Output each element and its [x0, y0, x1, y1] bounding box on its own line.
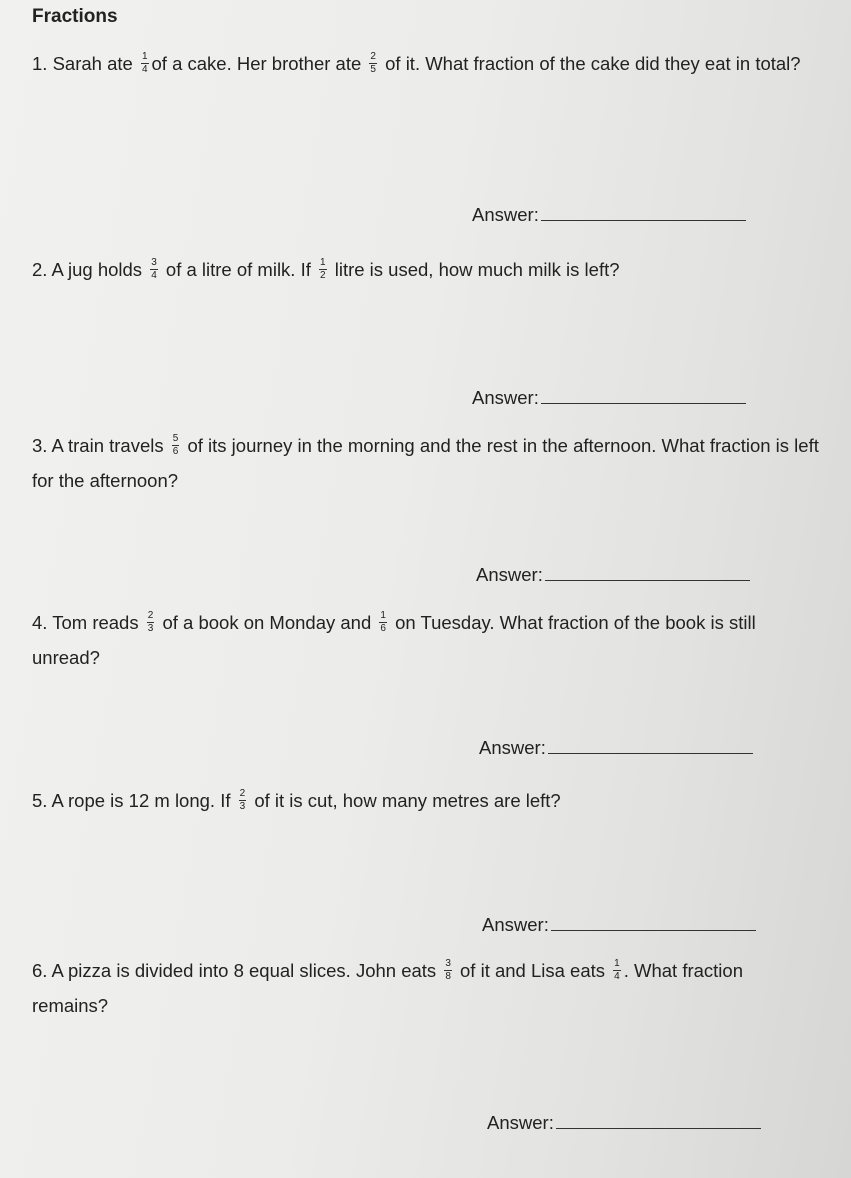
- question-2-text-middle: of a litre of milk. If: [160, 259, 317, 280]
- answer-5-line[interactable]: [551, 916, 756, 931]
- numerator: 1: [380, 609, 386, 621]
- answer-4-label: Answer:: [479, 737, 546, 758]
- question-2-text-start: 2. A jug holds: [32, 259, 148, 280]
- answer-2-label: Answer:: [472, 387, 539, 408]
- worksheet-title: Fractions: [32, 6, 118, 27]
- question-3-text-end: of its journey in the morning and the rest in the afternoon. What fraction is left for the afternoon?: [32, 435, 819, 491]
- answer-3: [476, 564, 750, 586]
- question-6-text-end: . What fraction remains?: [32, 960, 743, 1016]
- answer-2-line[interactable]: [541, 389, 746, 404]
- question-6-text-start: 6. A pizza is divided into 8 equal slices. John eats: [32, 960, 442, 981]
- answer-5: [482, 914, 756, 936]
- answer-1-label: Answer:: [472, 204, 539, 225]
- fraction-1-4: [141, 52, 149, 75]
- question-1-text-middle: of a cake. Her brother ate: [151, 53, 367, 74]
- answer-4: [479, 737, 753, 759]
- fraction-1-2: [319, 258, 327, 281]
- question-3-text-start: 3. A train travels: [32, 435, 169, 456]
- answer-6: [487, 1112, 761, 1134]
- question-4-text-middle: of a book on Monday and: [157, 612, 377, 633]
- numerator: 3: [445, 957, 451, 969]
- answer-3-label: Answer:: [476, 564, 543, 585]
- denominator: 4: [614, 970, 620, 982]
- fraction-2-3: [239, 789, 247, 812]
- denominator: 8: [445, 970, 451, 982]
- question-1: [32, 46, 822, 81]
- numerator: 5: [172, 432, 179, 444]
- numerator: 2: [239, 787, 246, 799]
- fraction-3-4: [150, 258, 158, 281]
- question-5-text-start: 5. A rope is 12 m long. If: [32, 790, 236, 811]
- denominator: 6: [172, 445, 179, 457]
- question-2-text-end: litre is used, how much milk is left?: [329, 259, 620, 280]
- answer-4-line[interactable]: [548, 739, 753, 754]
- answer-1: [472, 204, 746, 226]
- answer-5-label: Answer:: [482, 914, 549, 935]
- question-2: [32, 252, 822, 287]
- denominator: 3: [147, 622, 154, 634]
- question-4-text-end: on Tuesday. What fraction of the book is still unread?: [32, 612, 756, 668]
- denominator: 5: [370, 63, 376, 75]
- numerator: 2: [370, 50, 376, 62]
- fraction-1-4: [613, 959, 621, 982]
- fraction-2-3: [147, 611, 155, 634]
- denominator: 4: [141, 63, 148, 75]
- answer-3-line[interactable]: [545, 566, 750, 581]
- denominator: 2: [320, 269, 326, 281]
- fraction-1-6: [379, 611, 387, 634]
- question-6: [32, 953, 822, 1023]
- answer-1-line[interactable]: [541, 206, 746, 221]
- answer-6-line[interactable]: [556, 1114, 761, 1129]
- fraction-3-8: [444, 959, 452, 982]
- question-6-text-middle: of it and Lisa eats: [454, 960, 611, 981]
- question-4: [32, 605, 822, 675]
- answer-2: [472, 387, 746, 409]
- question-3: [32, 428, 822, 498]
- question-1-text-end: of it. What fraction of the cake did they eat in total?: [379, 53, 801, 74]
- question-1-text-start: 1. Sarah ate: [32, 53, 138, 74]
- question-5-text-end: of it is cut, how many metres are left?: [249, 790, 561, 811]
- question-4-text-start: 4. Tom reads: [32, 612, 144, 633]
- fraction-5-6: [172, 434, 180, 457]
- numerator: 3: [151, 256, 157, 268]
- denominator: 6: [380, 622, 386, 634]
- denominator: 3: [239, 800, 246, 812]
- numerator: 1: [320, 256, 326, 268]
- fraction-2-5: [369, 52, 377, 75]
- answer-6-label: Answer:: [487, 1112, 554, 1133]
- question-5: [32, 783, 822, 818]
- numerator: 1: [614, 957, 620, 969]
- numerator: 2: [147, 609, 154, 621]
- numerator: 1: [141, 50, 148, 62]
- denominator: 4: [151, 269, 157, 281]
